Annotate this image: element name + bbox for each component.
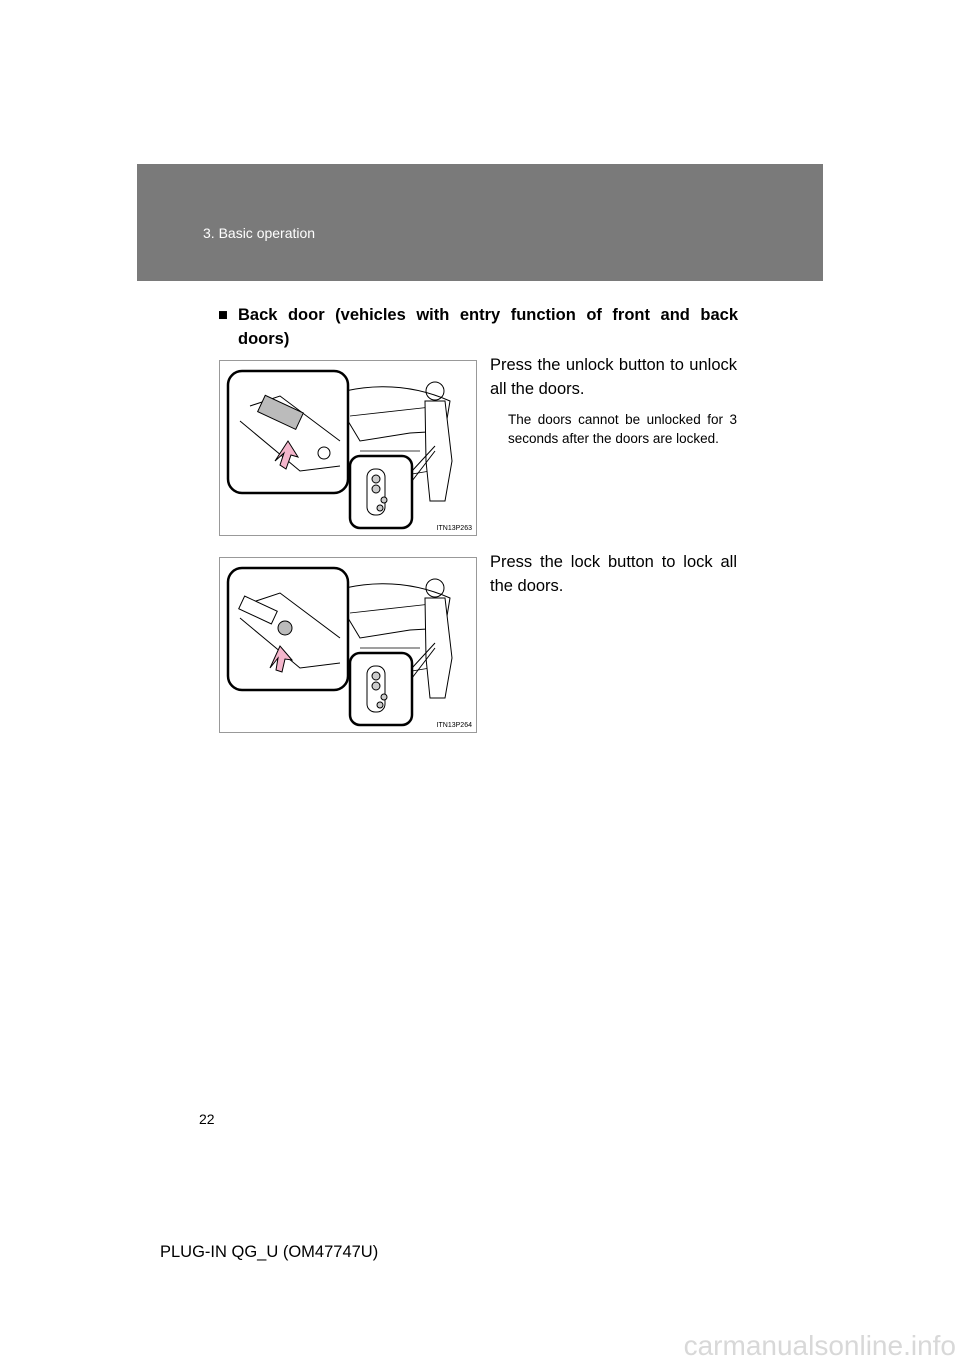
back-door-unlock-drawing [220, 361, 476, 535]
page-number: 22 [199, 1111, 215, 1127]
step-text: Press the unlock button to unlock all the doors. [490, 356, 737, 398]
step-text: Press the lock button to lock all the doors. [490, 553, 737, 595]
watermark: carmanualsonline.info [683, 1330, 956, 1358]
back-door-lock-drawing [220, 558, 476, 732]
illustration-lock [219, 557, 477, 733]
illustration-unlock [219, 360, 477, 536]
section-header [137, 164, 823, 281]
square-bullet-icon: ■ [218, 306, 228, 324]
subsection-heading [218, 303, 738, 351]
section-title: 3. Basic operation [203, 225, 316, 241]
footer-model: PLUG-IN QG_U (OM47747U) [160, 1243, 379, 1261]
step-note: The doors cannot be unlocked for 3 seconds after the doors are locked. [508, 412, 737, 446]
figure-code: ITN13P264 [436, 722, 472, 729]
figure-code: ITN13P263 [436, 525, 472, 532]
heading-text: Back door (vehicles with entry function of front and back doors) [238, 306, 738, 348]
